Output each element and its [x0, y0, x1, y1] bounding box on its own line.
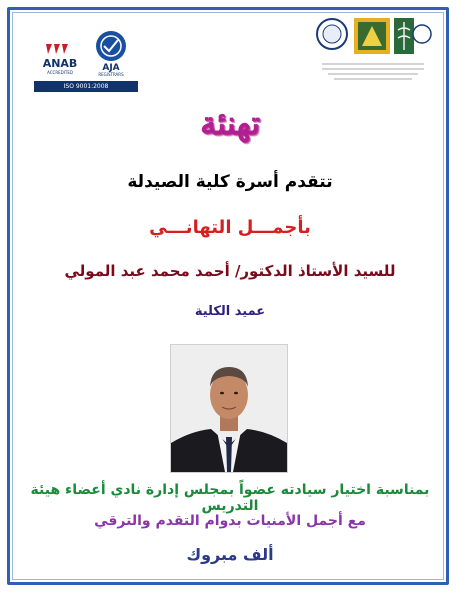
- greeting-line: تتقدم أسرة كلية الصيدلة: [127, 172, 333, 192]
- congrats-line: بأجمـــل التهانـــي: [149, 217, 311, 238]
- honoree-title: عميد الكلية: [194, 304, 266, 319]
- occasion-line: بمناسبة اختيار سيادته عضواً بمجلس إدارة نادي أعضاء هيئة التدريس: [30, 482, 430, 514]
- iso-badge: ISO 9001:2008: [34, 81, 138, 92]
- honoree-photo: [170, 344, 288, 473]
- wishes-line: مع أجمل الأمنيات بدوام التقدم والترقي: [94, 513, 366, 529]
- anab-sub: ACCREDITED: [47, 70, 73, 75]
- card-title: تهنئة: [199, 104, 261, 142]
- closing-line: ألف مبروك: [186, 545, 274, 564]
- university-caption: [314, 60, 432, 92]
- aja-text: AJA: [102, 63, 120, 73]
- honoree-name: للسيد الأستاذ الدكتور/ أحمد محمد عبد المولي: [64, 262, 396, 280]
- aja-logo: [90, 28, 132, 80]
- anab-logo: [36, 36, 84, 86]
- anab-text: ANAB: [42, 57, 78, 70]
- aja-sub: REGISTRARS: [98, 72, 124, 77]
